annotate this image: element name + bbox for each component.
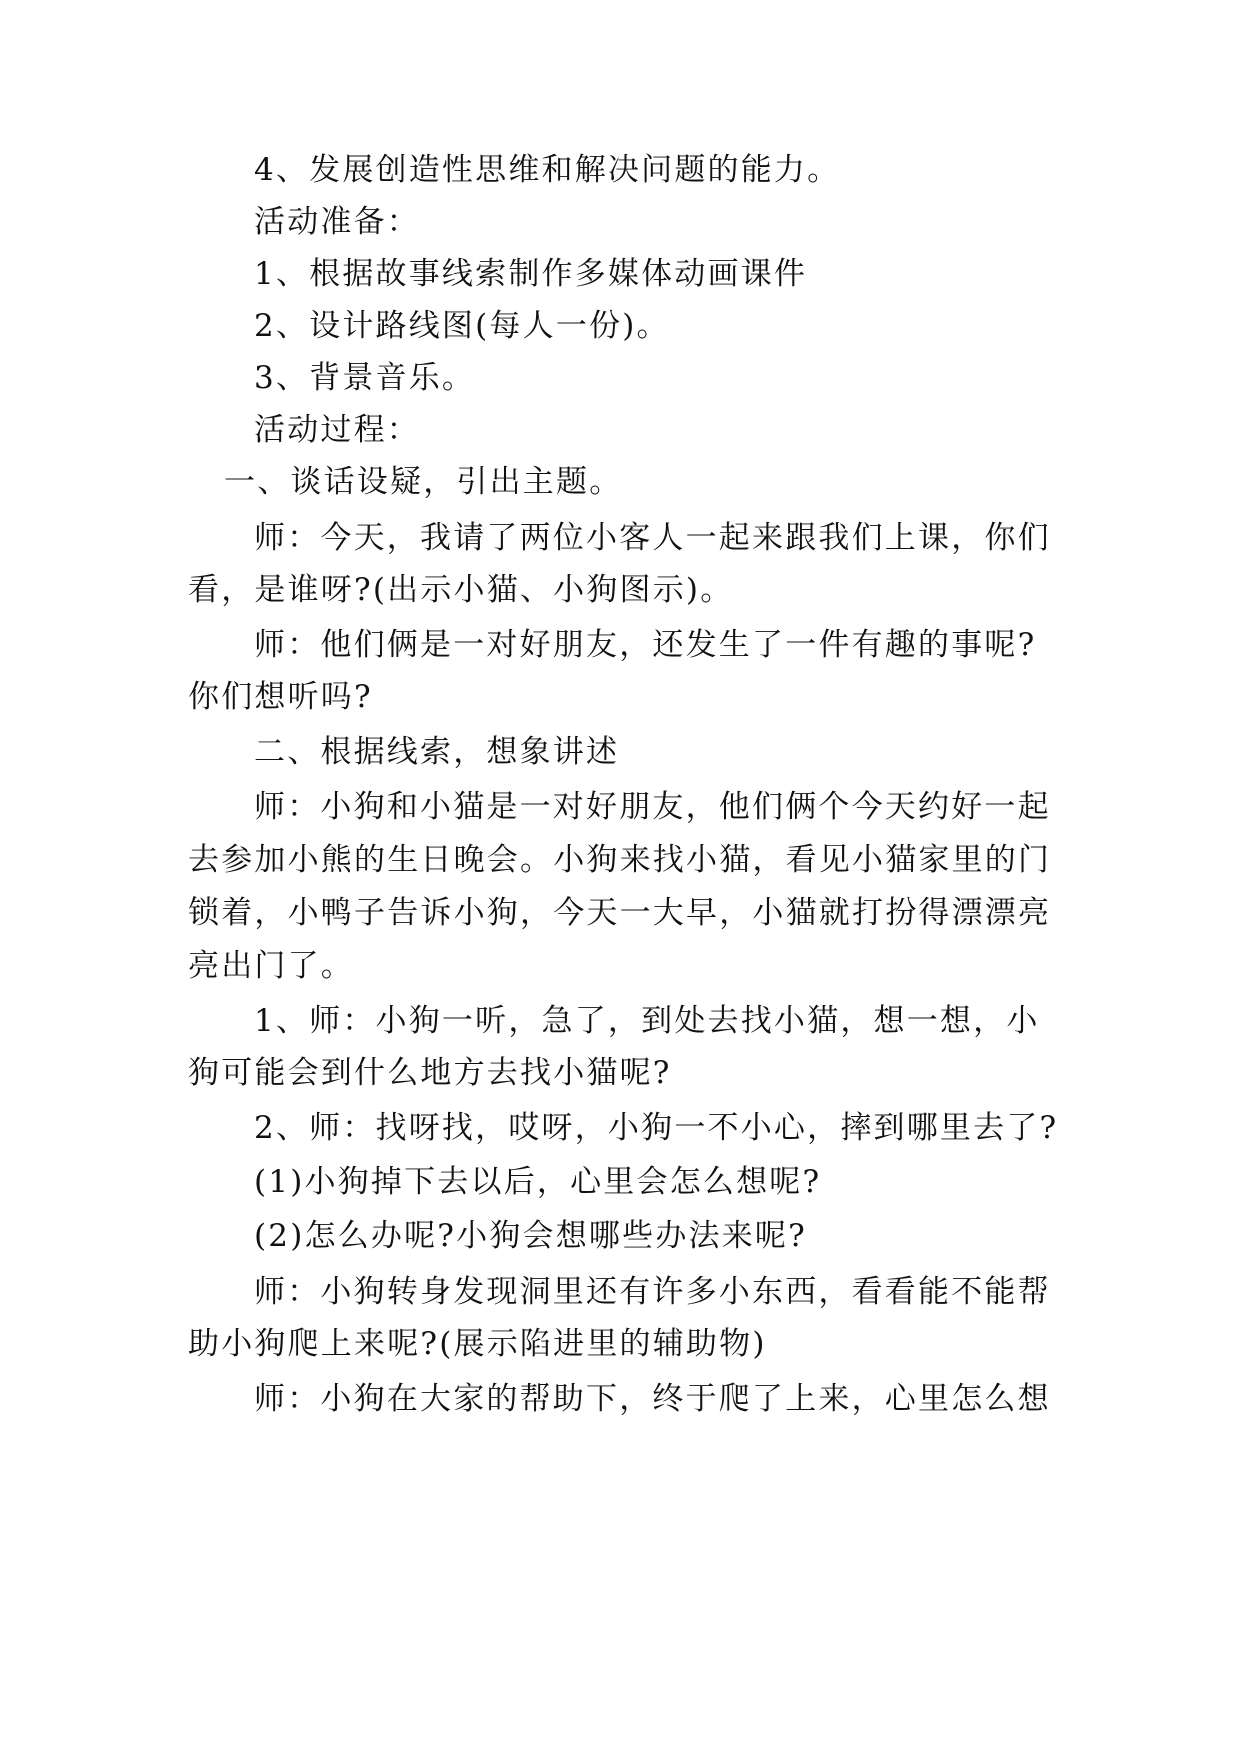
text-line: 助小狗爬上来呢?(展示陷进里的辅助物) xyxy=(188,1326,767,1362)
text-line: 一、谈话设疑，引出主题。 xyxy=(224,464,623,500)
text-line: 2、设计路线图(每人一份)。 xyxy=(254,308,670,344)
text-line: 二、根据线索，想象讲述 xyxy=(254,734,620,770)
text-line: 1、师：小狗一听，急了，到处去找小猫，想一想，小 xyxy=(254,1003,1040,1039)
text-line: 师：小狗在大家的帮助下，终于爬了上来，心里怎么想 xyxy=(254,1381,1051,1417)
text-line: 看，是谁呀?(出示小猫、小狗图示)。 xyxy=(188,572,734,608)
text-line: 3、背景音乐。 xyxy=(254,360,476,396)
text-line: 2、师：找呀找，哎呀，小狗一不小心，摔到哪里去了? xyxy=(254,1110,1059,1146)
text-line: 亮出门了。 xyxy=(188,948,354,984)
text-line: 师：他们俩是一对好朋友，还发生了一件有趣的事呢? xyxy=(254,627,1037,663)
text-line: 师：今天，我请了两位小客人一起来跟我们上课，你们 xyxy=(254,520,1051,556)
text-line: (1)小狗掉下去以后，心里会怎么想呢? xyxy=(254,1164,822,1200)
text-line: 锁着，小鸭子告诉小狗，今天一大早，小猫就打扮得漂漂亮 xyxy=(188,895,1052,931)
text-line: 4、发展创造性思维和解决问题的能力。 xyxy=(254,152,841,188)
text-line: 狗可能会到什么地方去找小猫呢? xyxy=(188,1055,672,1091)
text-line: (2)怎么办呢?小狗会想哪些办法来呢? xyxy=(254,1218,807,1254)
text-line: 活动准备： xyxy=(254,204,420,240)
text-line: 师：小狗和小猫是一对好朋友，他们俩个今天约好一起 xyxy=(254,789,1051,825)
text-line: 1、根据故事线索制作多媒体动画课件 xyxy=(254,256,808,292)
text-line: 活动过程： xyxy=(254,412,420,448)
text-line: 去参加小熊的生日晚会。小狗来找小猫，看见小猫家里的门 xyxy=(188,842,1052,878)
text-line: 你们想听吗? xyxy=(188,679,373,715)
text-line: 师：小狗转身发现洞里还有许多小东西，看看能不能帮 xyxy=(254,1274,1051,1310)
